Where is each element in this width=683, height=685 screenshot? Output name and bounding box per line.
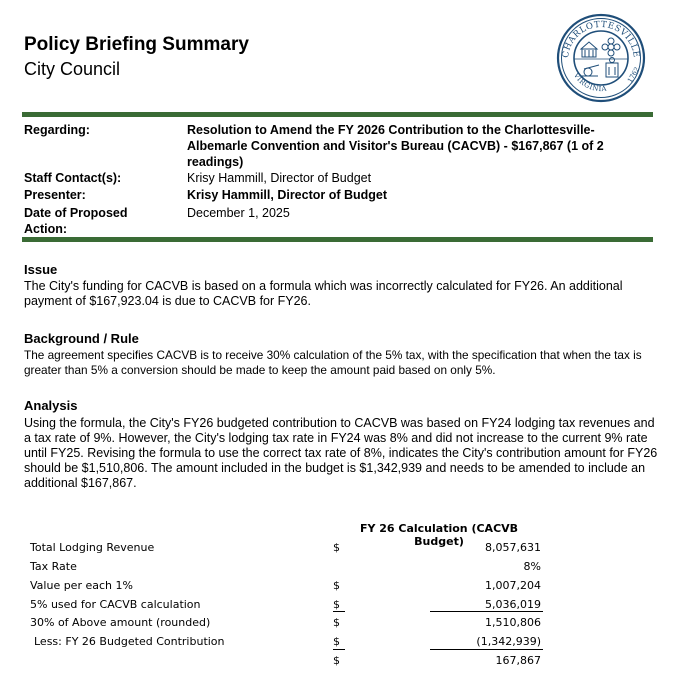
row-label: Tax Rate bbox=[30, 560, 77, 573]
value-underline bbox=[430, 649, 543, 650]
row-value: 5,036,019 bbox=[485, 598, 541, 611]
row-label: Less: FY 26 Budgeted Contribution bbox=[34, 635, 225, 648]
seal-ring-bottom-text: VIRGINIA bbox=[571, 71, 608, 94]
row-value: 8% bbox=[523, 560, 541, 573]
row-value: 8,057,631 bbox=[485, 541, 541, 554]
page-title: Policy Briefing Summary bbox=[24, 34, 249, 55]
seal-statue-icon bbox=[606, 58, 618, 78]
table-row bbox=[0, 541, 683, 559]
staff-contact-label: Staff Contact(s): bbox=[24, 171, 122, 185]
row-value: 1,510,806 bbox=[485, 616, 541, 629]
background-heading: Background / Rule bbox=[24, 331, 139, 346]
table-row bbox=[0, 560, 683, 578]
regarding-value: Resolution to Amend the FY 2026 Contribution to the Charlottesville-Albemarle Convention and Visitor's Bureau (CACVB) - $167,867 (1 of 2 readings) bbox=[187, 123, 604, 169]
row-value: 1,007,204 bbox=[485, 579, 541, 592]
row-label: 5% used for CACVB calculation bbox=[30, 598, 201, 611]
table-row bbox=[0, 654, 683, 672]
issue-text: The City's funding for CACVB is based on a formula which was incorrectly calculated for FY26. An additional payment of $167,923.04 is due to CACVB for FY26. bbox=[24, 279, 623, 308]
presenter-value: Krisy Hammill, Director of Budget bbox=[187, 188, 388, 202]
value-underline bbox=[430, 611, 543, 612]
table-row bbox=[0, 616, 683, 634]
seal-ring-top-text: CHARLOTTESVILLE bbox=[560, 19, 642, 59]
row-label: Value per each 1% bbox=[30, 579, 133, 592]
row-dollar: $ bbox=[333, 635, 340, 648]
date-label-line1: Date of Proposed bbox=[24, 206, 128, 220]
calculation-heading: FY 26 Calculation (CACVB Budget) bbox=[359, 522, 519, 548]
row-value: 167,867 bbox=[495, 654, 541, 667]
meta-divider-bar bbox=[22, 237, 653, 242]
city-seal-logo bbox=[556, 13, 646, 103]
dollar-underline bbox=[333, 611, 345, 612]
staff-contact-value: Krisy Hammill, Director of Budget bbox=[187, 171, 372, 185]
date-label bbox=[24, 205, 128, 237]
analysis-heading: Analysis bbox=[24, 398, 78, 413]
row-dollar: $ bbox=[333, 541, 340, 554]
row-label: Total Lodging Revenue bbox=[30, 541, 155, 554]
regarding-label: Regarding: bbox=[24, 123, 90, 137]
table-row bbox=[0, 635, 683, 653]
page-subtitle: City Council bbox=[24, 59, 121, 79]
header-divider-bar bbox=[22, 112, 653, 117]
seal-flower-icon bbox=[602, 38, 620, 56]
table-row bbox=[0, 579, 683, 597]
row-dollar: $ bbox=[333, 598, 340, 611]
date-value: December 1, 2025 bbox=[187, 206, 290, 220]
row-value: (1,342,939) bbox=[476, 635, 541, 648]
presenter-label: Presenter: bbox=[24, 188, 86, 202]
dollar-underline bbox=[333, 649, 345, 650]
analysis-text: Using the formula, the City's FY26 budgeted contribution to CACVB was based on FY24 lodging tax revenues and a tax rate of 9%. However, the City's lodging tax rate in FY24 was 8% and did not increase to the current 9% rate until FY25. Revising the formula to use the correct tax rate of 8%, indicates the City's contribution amount for FY26 should be $1,510,806. The amount included in the budget is $1,342,939 and needs to be amended to include an additional $167,867. bbox=[24, 416, 658, 490]
row-dollar: $ bbox=[333, 654, 340, 667]
seal-building-icon bbox=[581, 42, 597, 57]
issue-heading: Issue bbox=[24, 262, 58, 277]
row-dollar: $ bbox=[333, 616, 340, 629]
seal-cannon-icon bbox=[581, 65, 599, 76]
table-row bbox=[0, 598, 683, 616]
row-label: 30% of Above amount (rounded) bbox=[30, 616, 211, 629]
date-label-line2: Action: bbox=[24, 222, 68, 236]
background-text: The agreement specifies CACVB is to receive 30% calculation of the 5% tax, with the specification that when the tax is greater than 5% a conversion should be made to keep the amount paid based on only 5%. bbox=[24, 348, 642, 377]
seal-year-text: 1762 bbox=[625, 65, 642, 84]
row-dollar: $ bbox=[333, 579, 340, 592]
